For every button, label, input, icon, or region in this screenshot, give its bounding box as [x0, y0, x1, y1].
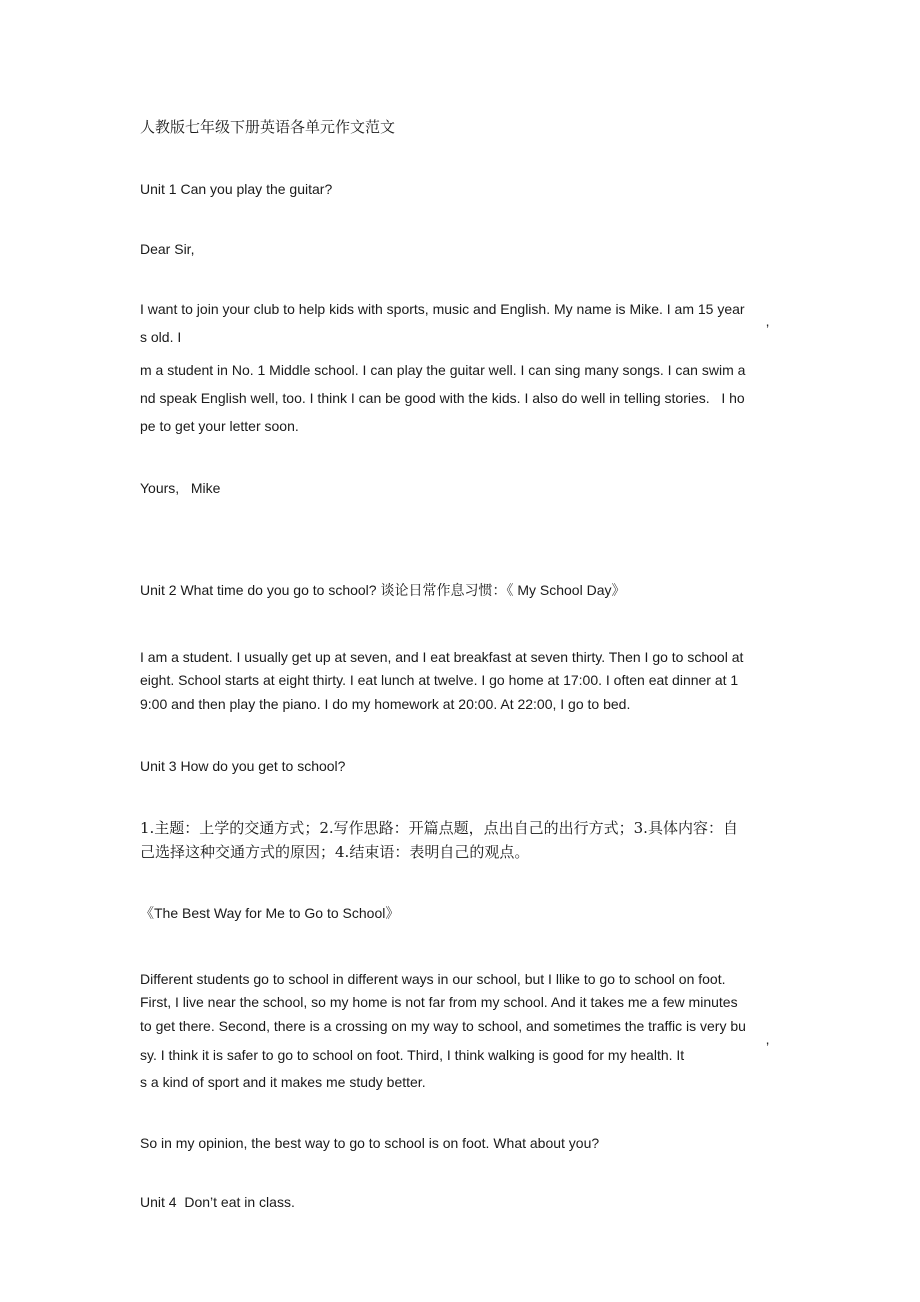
unit1-closing: Yours, Mike [140, 480, 221, 496]
unit1-body-line: pe to get your letter soon. [140, 418, 299, 434]
unit3-essay-title: 《The Best Way for Me to Go to School》 [140, 905, 400, 921]
unit1-body-line: s old. I [140, 329, 182, 345]
unit3-body-line: s a kind of sport and it makes me study better. [140, 1074, 426, 1090]
unit2-body-line: eight. School starts at eight thirty. I eat lunch at twelve. I go home at 17:00. I often eat dinner at 1 [140, 672, 739, 688]
unit3-outline-line: 己选择这种交通方式的原因；4.结束语：表明自己的观点。 [140, 843, 530, 861]
unit3-heading: Unit 3 How do you get to school? [140, 758, 346, 774]
document-title: 人教版七年级下册英语各单元作文范文 [140, 118, 396, 136]
unit3-body-line: Different students go to school in different ways in our school, but I llike to go to school on foot. [140, 971, 726, 987]
unit3-apostrophe: ’ [766, 1039, 770, 1055]
unit1-body-line: m a student in No. 1 Middle school. I can play the guitar well. I can sing many songs. I can swim a [140, 362, 746, 378]
unit2-heading: Unit 2 What time do you go to school? 谈论日常作息习惯：《 My School Day》 [140, 582, 626, 598]
unit3-body-line: sy. I think it is safer to go to school on foot. Third, I think walking is good for my health. It [140, 1047, 685, 1063]
unit1-heading: Unit 1 Can you play the guitar? [140, 181, 333, 197]
unit2-body-line: 9:00 and then play the piano. I do my homework at 20:00. At 22:00, I go to bed. [140, 696, 631, 712]
unit3-body-line: to get there. Second, there is a crossing on my way to school, and sometimes the traffic is very bu [140, 1018, 746, 1034]
unit1-apostrophe: ’ [766, 321, 770, 337]
unit1-greeting: Dear Sir, [140, 241, 195, 257]
unit2-body-line: I am a student. I usually get up at seven, and I eat breakfast at seven thirty. Then I go to school at [140, 649, 744, 665]
unit3-body-line: First, I live near the school, so my home is not far from my school. And it takes me a few minutes [140, 994, 738, 1010]
unit1-body-line: I want to join your club to help kids with sports, music and English. My name is Mike. I am 15 year [140, 301, 745, 317]
unit3-conclusion: So in my opinion, the best way to go to school is on foot. What about you? [140, 1135, 600, 1151]
unit4-heading: Unit 4 Don’t eat in class. [140, 1194, 295, 1210]
unit1-body-line: nd speak English well, too. I think I can be good with the kids. I also do well in telling stories. I ho [140, 390, 745, 406]
unit3-outline-line: 1.主题：上学的交通方式；2.写作思路：开篇点题，点出自己的出行方式；3.具体内容：自 [140, 819, 738, 837]
